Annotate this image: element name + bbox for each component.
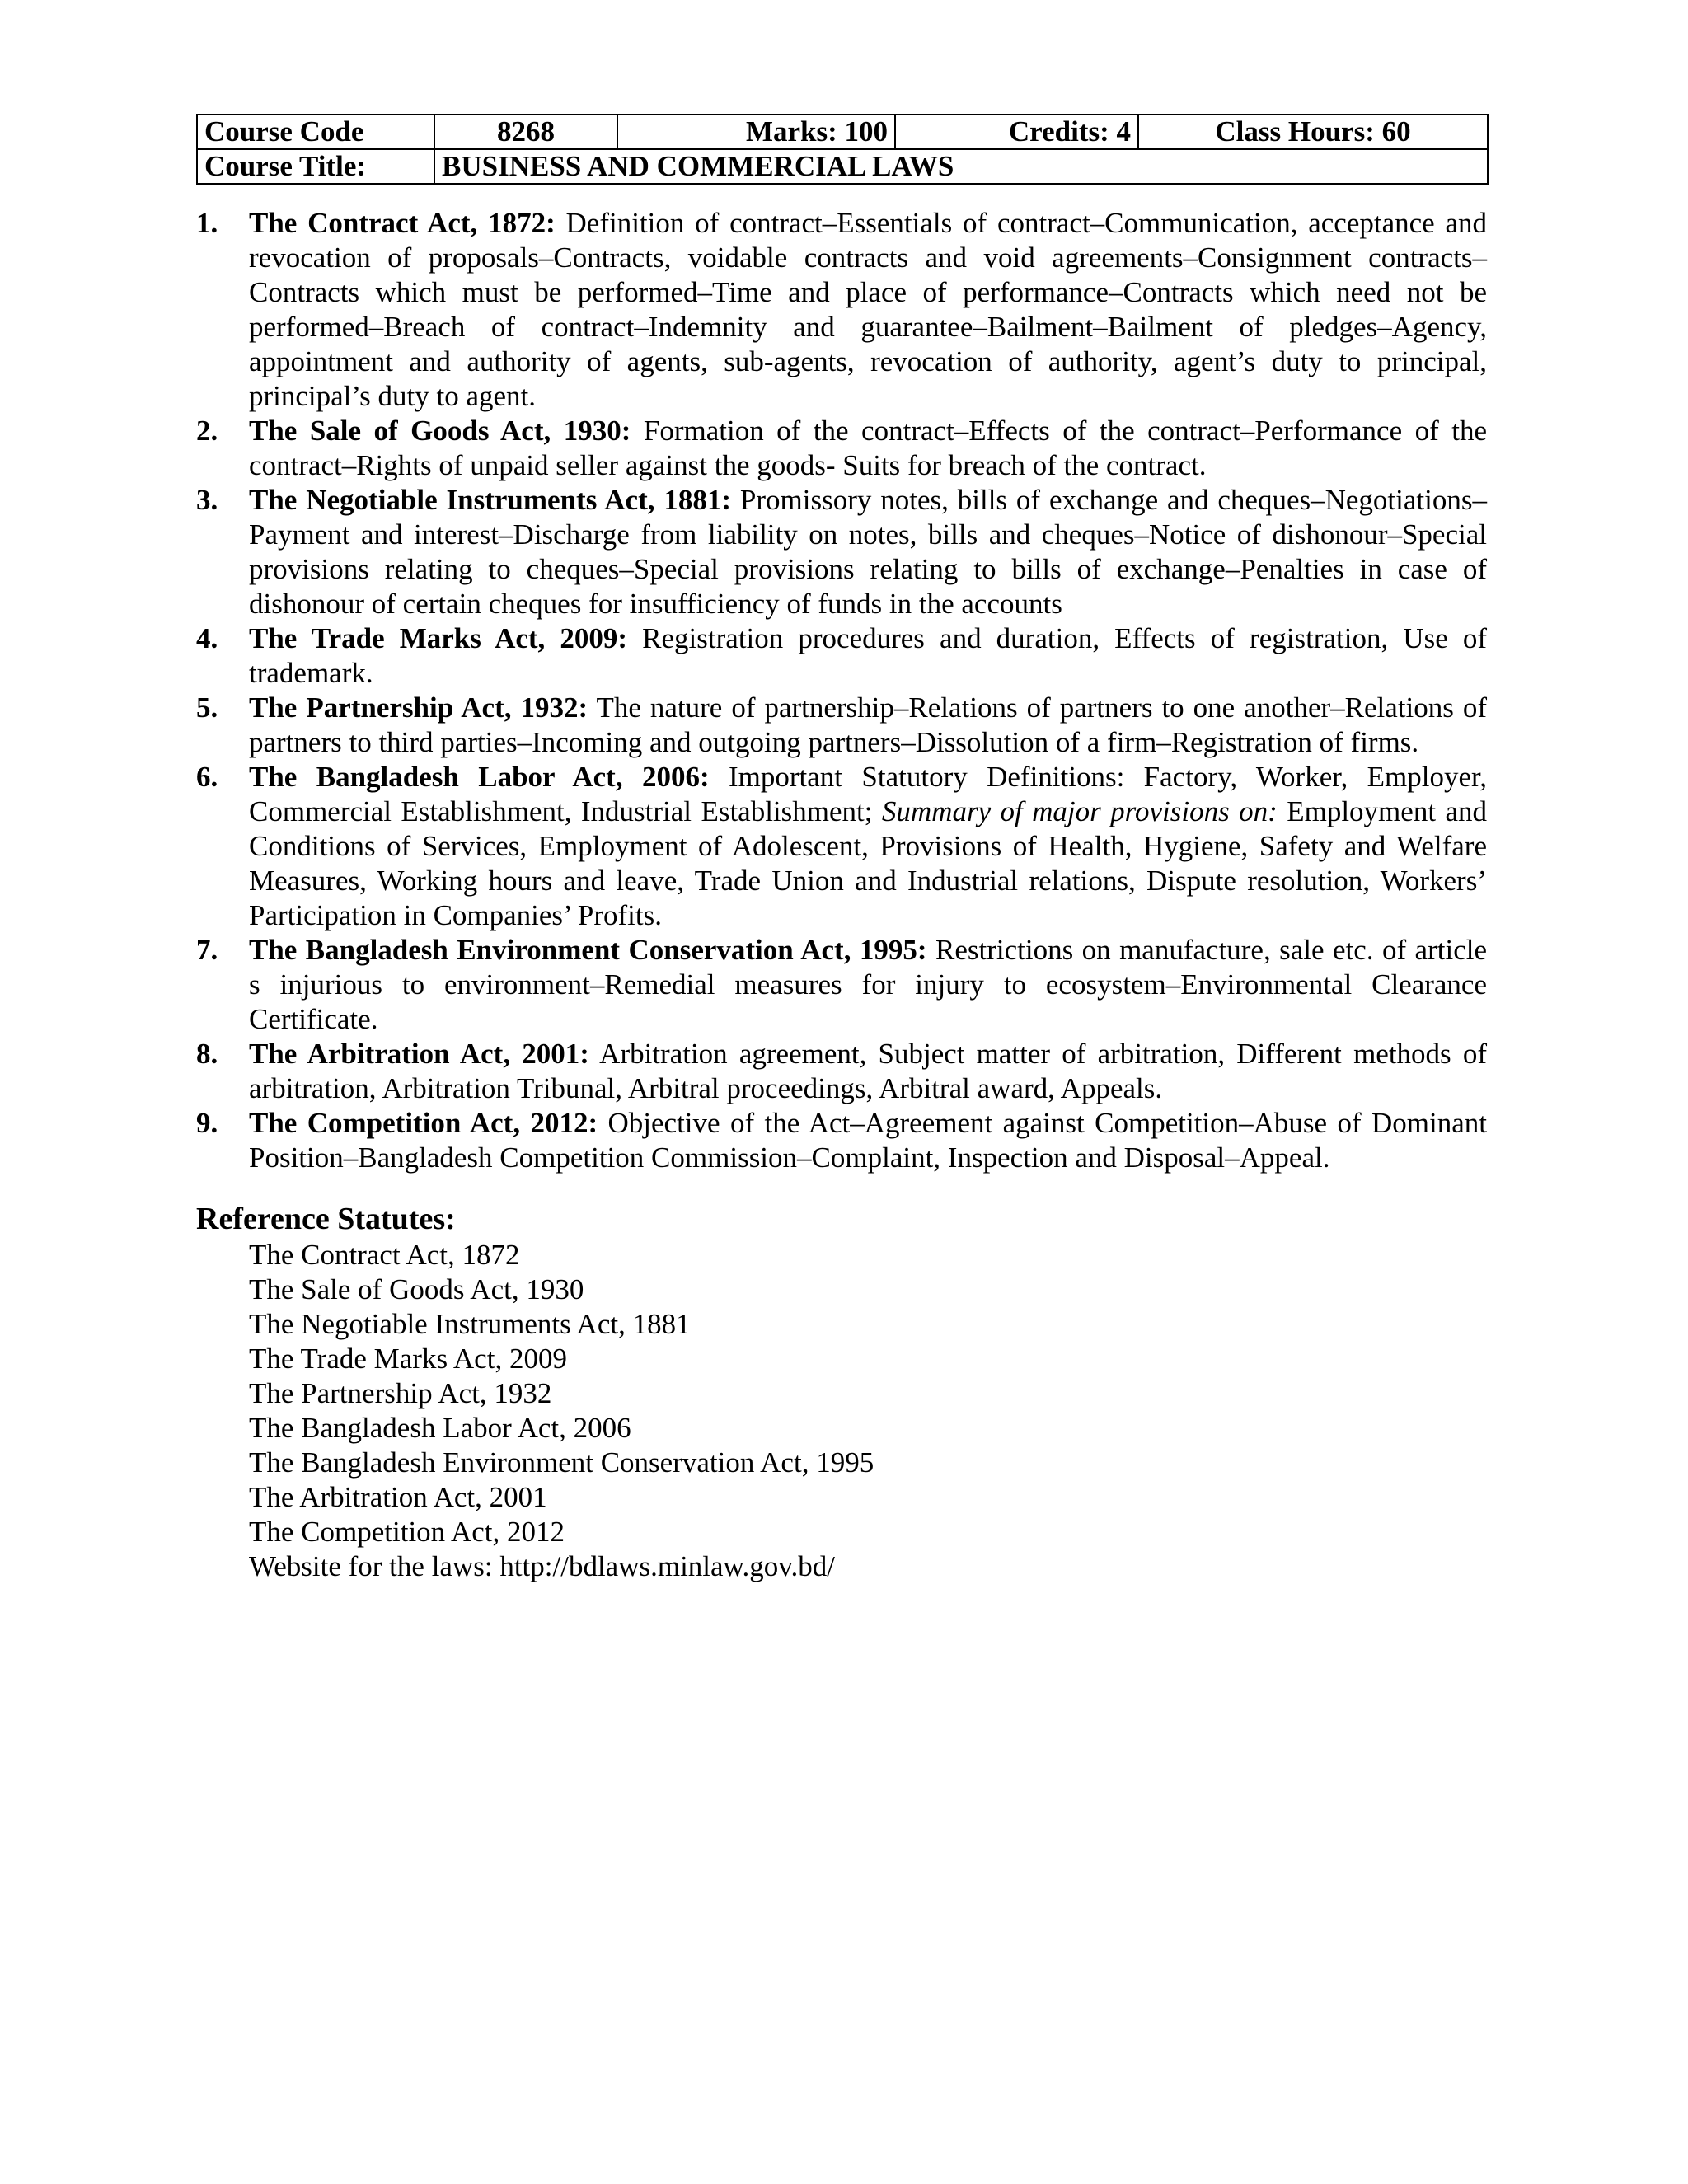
reference-item: The Trade Marks Act, 2009 (249, 1343, 567, 1375)
topic-item (196, 691, 1487, 760)
topic-item (196, 1037, 1487, 1106)
topic-italic-phrase: Summary of major provisions on: (881, 795, 1278, 827)
course-info-row (197, 115, 1488, 149)
topic-body: Formation of the contract–Effects of the contract–Performance of the contract–Rights of unpaid seller against the goods- Suits for breach of the contract. (249, 415, 1487, 481)
course-title-row (197, 149, 1488, 184)
topic-body: Promissory notes, bills of exchange and cheques–Negotiations–Payment and interest–Discharge from liability on notes, bills and cheques–Notice of dishonour–Special provisions relating to cheques–Special provisions relating to bills of exchange–Penalties in case of dishonour of certain cheques for insufficiency of funds in the accounts (249, 484, 1487, 620)
topic-number: 8. (196, 1038, 218, 1070)
marks-cell: Marks: 100 (617, 115, 895, 149)
reference-item: The Partnership Act, 1932 (249, 1377, 552, 1409)
topic-item (196, 760, 1487, 933)
reference-item: The Competition Act, 2012 (249, 1516, 565, 1548)
topic-heading: The Trade Marks Act, 2009: (249, 622, 628, 654)
topic-number: 3. (196, 484, 218, 516)
reference-item: The Contract Act, 1872 (249, 1239, 520, 1271)
reference-list (196, 1238, 1487, 1584)
topic-heading: The Arbitration Act, 2001: (249, 1038, 589, 1070)
reference-heading: Reference Statutes: (196, 1202, 456, 1236)
reference-item: The Arbitration Act, 2001 (249, 1481, 547, 1513)
topic-number: 7. (196, 934, 218, 966)
topic-heading: The Contract Act, 1872: (249, 207, 556, 239)
topic-heading: The Partnership Act, 1932: (249, 691, 588, 724)
course-code-value: 8268 (434, 115, 617, 149)
course-code-label: Course Code (197, 115, 434, 149)
topic-item (196, 933, 1487, 1037)
topic-number: 5. (196, 691, 218, 724)
course-info-table (196, 114, 1489, 185)
topic-item (196, 621, 1487, 691)
credits-cell: Credits: 4 (895, 115, 1138, 149)
topic-body: Definition of contract–Essentials of contract–Communication, acceptance and revocation of proposals–Contracts, voidable contracts and void agreements–Consignment contracts–Contracts which must be performed–Time and place of performance–Contracts which need not be performed–Breach of contract–Indemnity and guarantee–Bailment–Bailment of pledges–Agency, appointment and authority of agents, sub-agents, revocation of authority, agent’s duty to principal, principal’s duty to agent. (249, 207, 1488, 412)
topic-heading: The Bangladesh Labor Act, 2006: (249, 761, 710, 793)
reference-website: Website for the laws: http://bdlaws.minlaw.gov.bd/ (249, 1550, 836, 1582)
topic-number: 1. (196, 207, 218, 239)
topic-body: The nature of partnership–Relations of partners to one another–Relations of partners to third parties–Incoming and outgoing partners–Dissolution of a firm–Registration of firms. (249, 691, 1487, 758)
topic-heading: The Sale of Goods Act, 1930: (249, 415, 631, 447)
topic-body: Restrictions on manufacture, sale etc. of article s injurious to environment–Remedial measures for injury to ecosystem–Environmental Clearance Certificate. (249, 934, 1487, 1035)
topic-body: Registration procedures and duration, Effects of registration, Use of trademark. (249, 622, 1488, 689)
reference-item: The Bangladesh Environment Conservation Act, 1995 (249, 1446, 874, 1479)
topic-heading: The Bangladesh Environment Conservation Act, 1995: (249, 934, 927, 966)
reference-item: The Negotiable Instruments Act, 1881 (249, 1308, 691, 1340)
topic-body: Important Statutory Definitions: Factory, Worker, Employer, Commercial Establishment, Industrial Establishment; (249, 761, 1487, 827)
topic-list (196, 206, 1487, 1175)
course-title-label: Course Title: (197, 149, 434, 184)
topic-body-tail: Employment and Conditions of Services, Employment of Adolescent, Provisions of Health, Hygiene, Safety and Welfare Measures, Working hours and leave, Trade Union and Industrial relations, Dispute resolution, Workers’ Participation in Companies’ Profits. (249, 795, 1487, 931)
topic-item (196, 1106, 1487, 1175)
topic-item (196, 483, 1487, 621)
topic-item (196, 414, 1487, 483)
reference-item: The Sale of Goods Act, 1930 (249, 1273, 584, 1305)
topic-body: Objective of the Act–Agreement against Competition–Abuse of Dominant Position–Bangladesh Competition Commission–Complaint, Inspection and Disposal–Appeal. (249, 1107, 1487, 1174)
topic-heading: The Negotiable Instruments Act, 1881: (249, 484, 732, 516)
topic-heading: The Competition Act, 2012: (249, 1107, 598, 1139)
topic-number: 6. (196, 761, 218, 793)
topic-number: 4. (196, 622, 218, 654)
topic-item (196, 206, 1487, 414)
topic-number: 9. (196, 1107, 218, 1139)
course-title-value: BUSINESS AND COMMERCIAL LAWS (434, 149, 1488, 184)
syllabus-page (196, 114, 1487, 1584)
topic-body: Arbitration agreement, Subject matter of arbitration, Different methods of arbitration, Arbitration Tribunal, Arbitral proceedings, Arbitral award, Appeals. (249, 1038, 1488, 1104)
topic-number: 2. (196, 415, 218, 447)
class-hours-cell: Class Hours: 60 (1138, 115, 1488, 149)
reference-item: The Bangladesh Labor Act, 2006 (249, 1412, 631, 1444)
